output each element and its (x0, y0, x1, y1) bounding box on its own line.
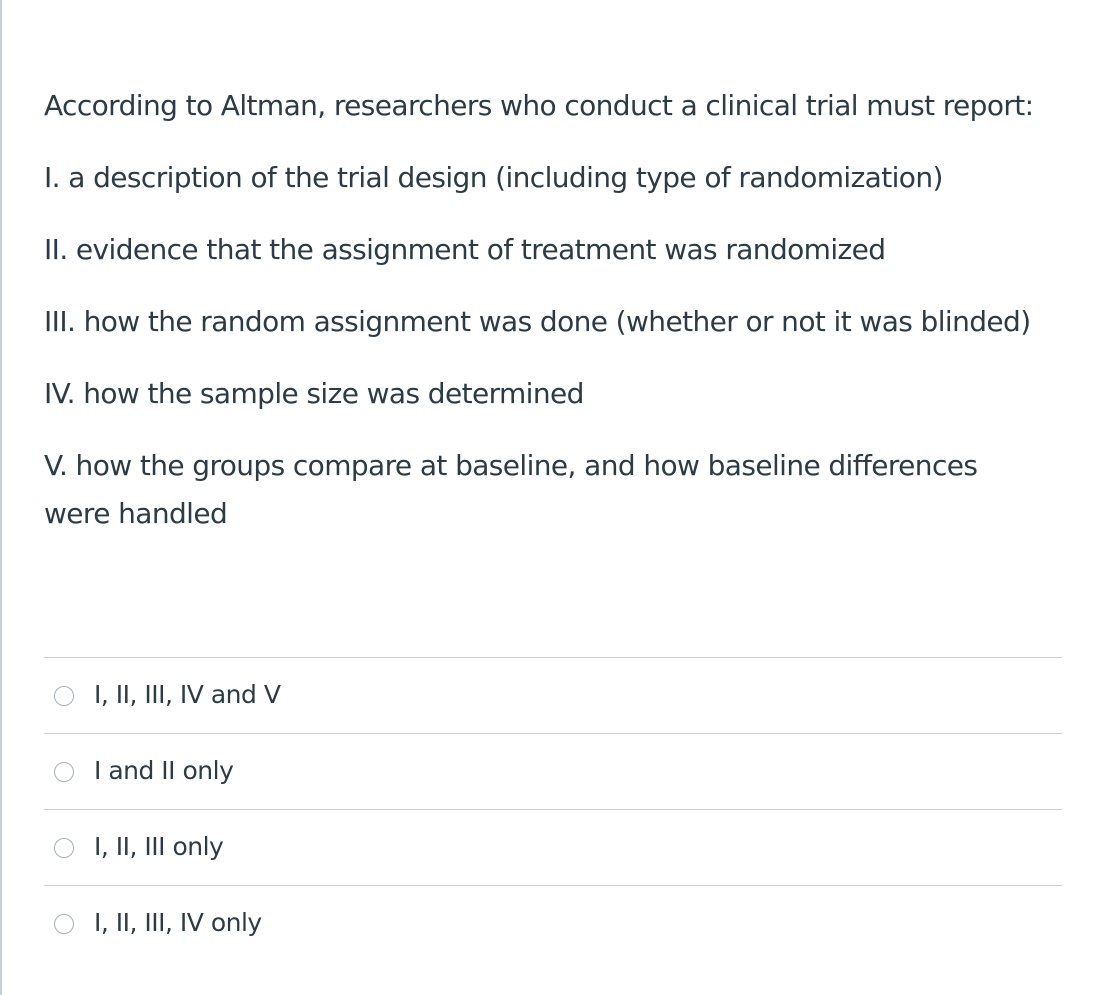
radio-button[interactable] (54, 914, 74, 934)
content-left-border (0, 0, 2, 995)
answer-label[interactable]: I, II, III only (94, 832, 224, 861)
answer-option-3[interactable] (44, 809, 1062, 885)
answer-label[interactable]: I, II, III, IV only (94, 908, 262, 937)
question-item-4: IV. how the sample size was determined (44, 377, 584, 410)
answer-option-4[interactable] (44, 885, 1062, 961)
answer-list (44, 657, 1062, 961)
radio-button[interactable] (54, 838, 74, 858)
question-item-1: I. a description of the trial design (including type of randomization) (44, 161, 943, 194)
radio-button[interactable] (54, 686, 74, 706)
question-item-2: II. evidence that the assignment of treatment was randomized (44, 233, 886, 266)
radio-button[interactable] (54, 762, 74, 782)
answer-label[interactable]: I and II only (94, 756, 234, 785)
question-item-3: III. how the random assignment was done (whether or not it was blinded) (44, 305, 1031, 338)
question-text (44, 82, 1084, 562)
answer-option-2[interactable] (44, 733, 1062, 809)
answer-option-1[interactable] (44, 657, 1062, 733)
question-item-5: V. how the groups compare at baseline, and how baseline differences were handled (44, 449, 978, 530)
question-intro: According to Altman, researchers who conduct a clinical trial must report: (44, 89, 1034, 122)
answer-label[interactable]: I, II, III, IV and V (94, 680, 281, 709)
